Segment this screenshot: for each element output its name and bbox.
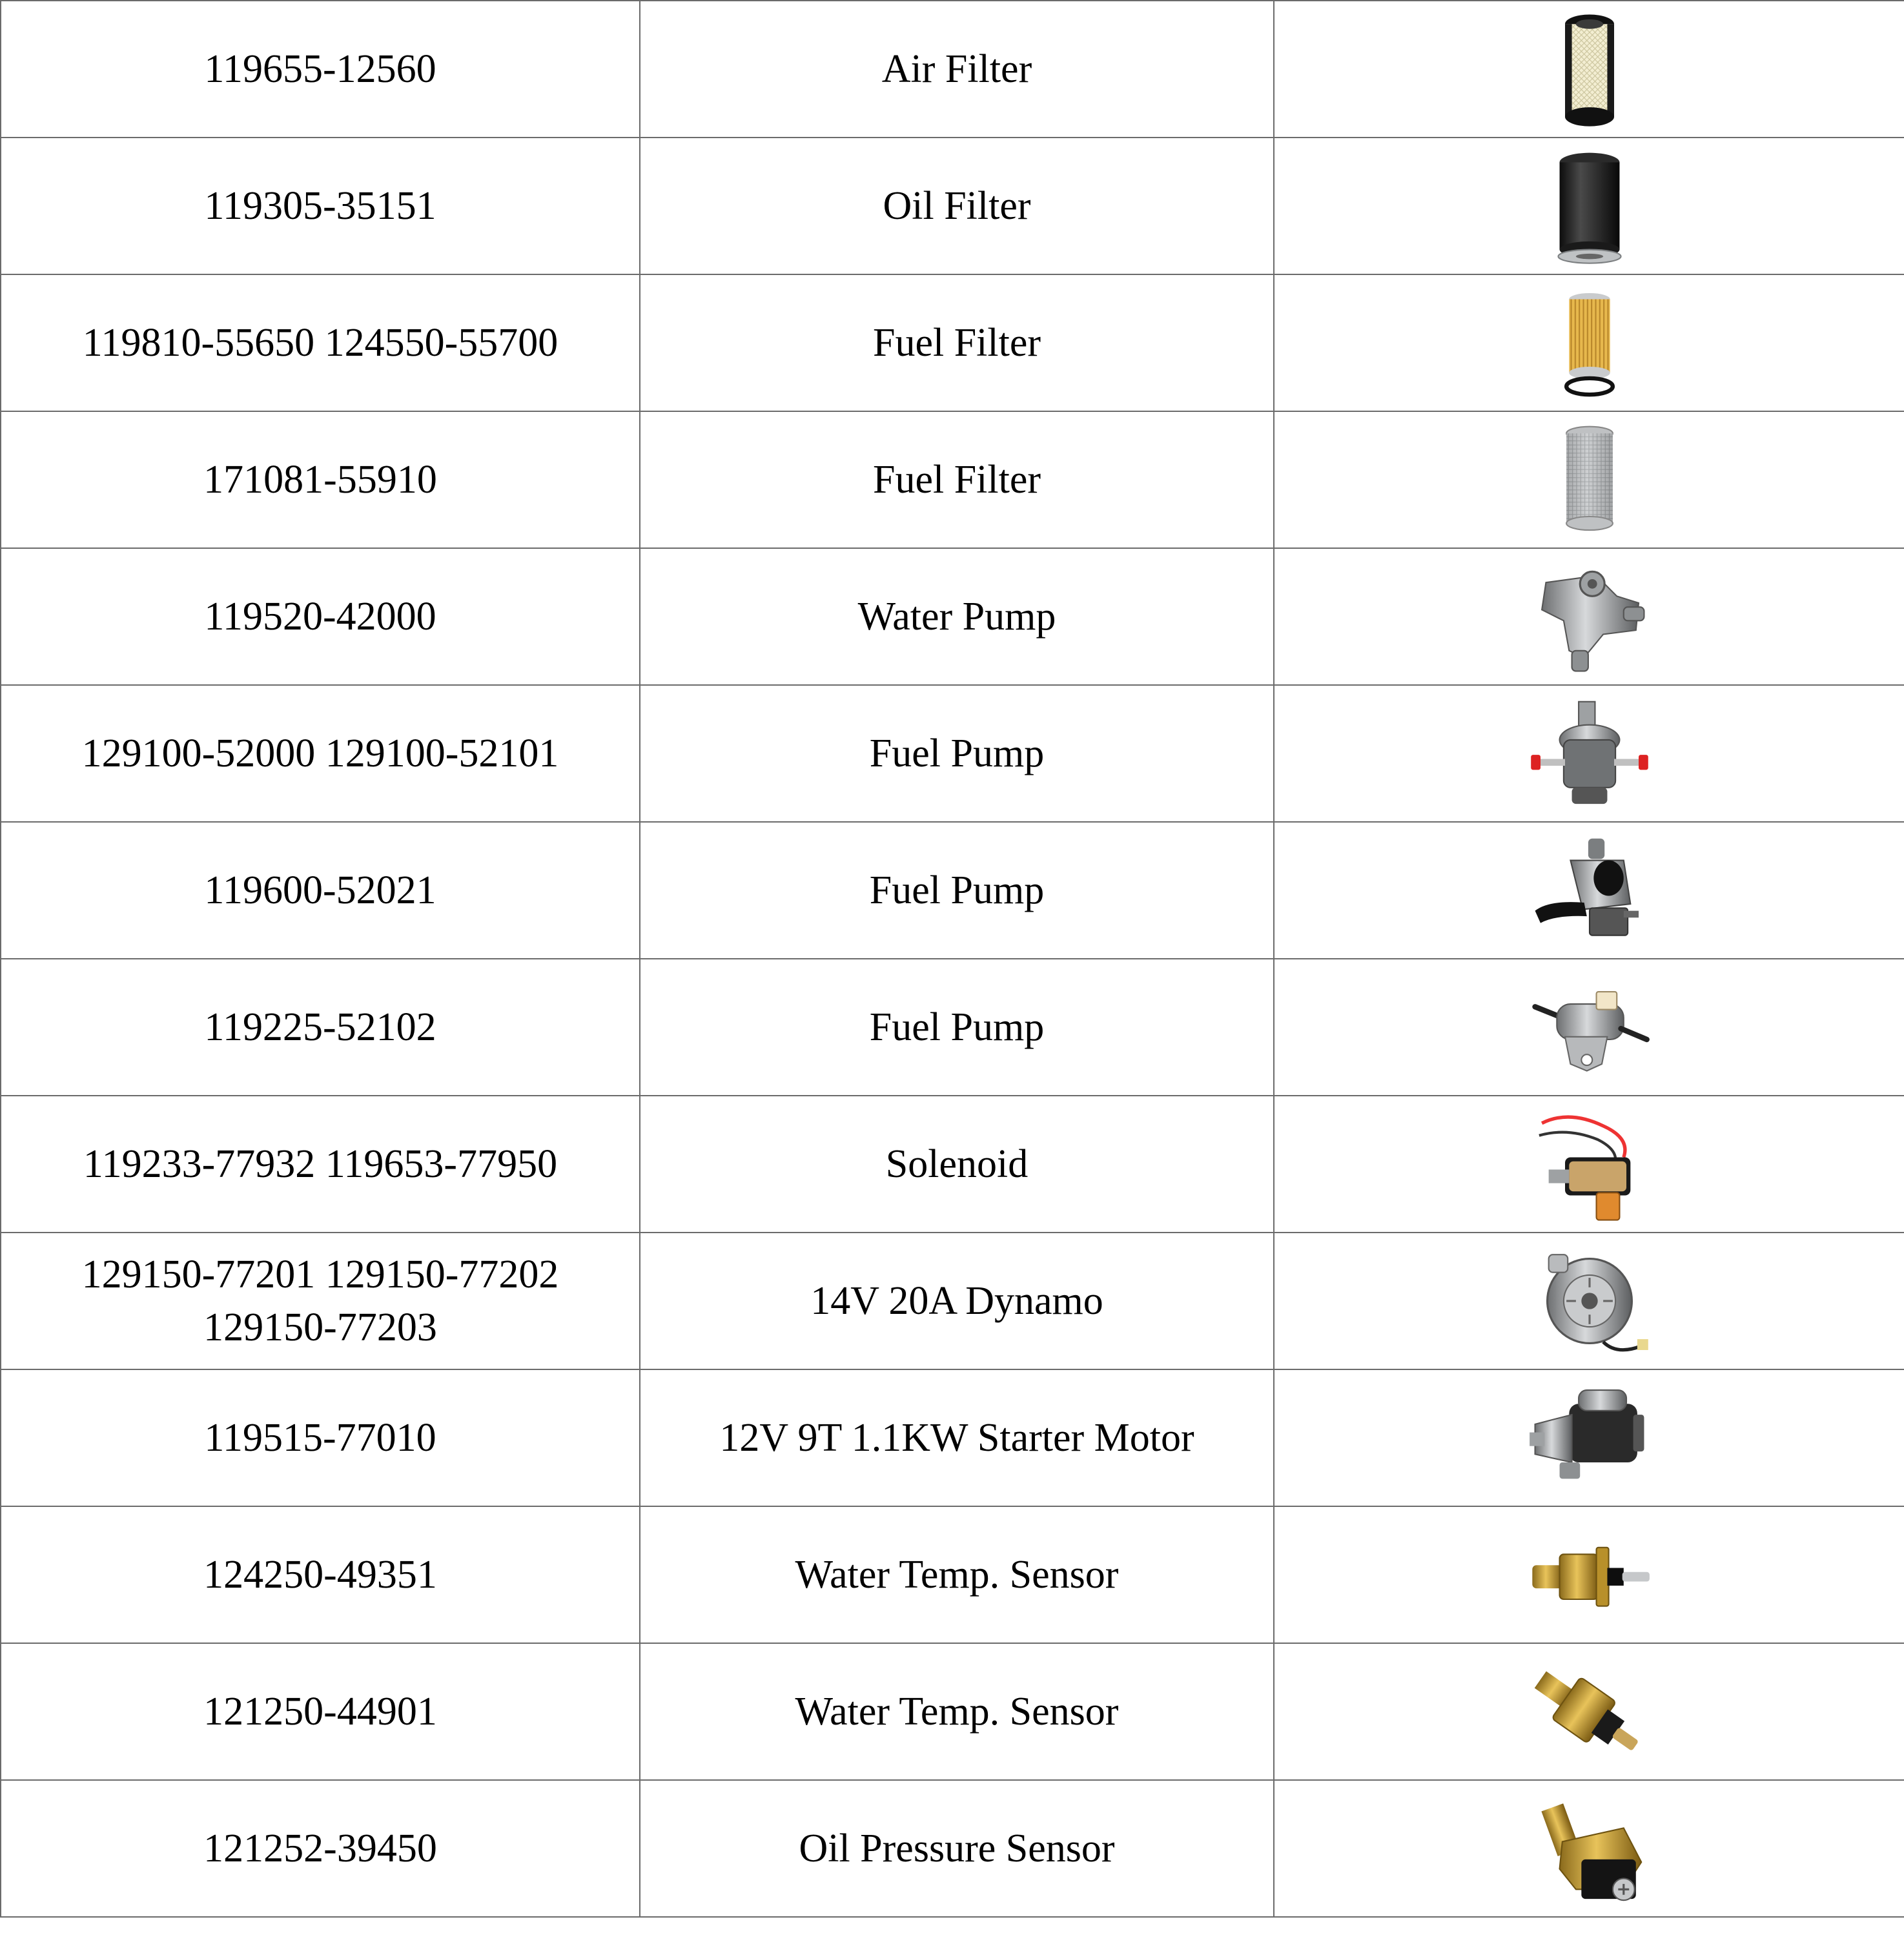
table-row [1, 822, 1904, 959]
table-row [1, 1, 1904, 138]
oil-pressure-sensor-icon [1519, 1787, 1661, 1910]
part-name-cell [640, 1506, 1274, 1643]
part-number-cell [1, 274, 640, 411]
part-number-cell [1, 138, 640, 274]
fuel-filter-mesh-icon [1519, 418, 1661, 541]
part-name: Fuel Pump [869, 868, 1045, 912]
part-image-cell [1274, 274, 1904, 411]
part-name: Fuel Filter [872, 458, 1041, 502]
mechanical-fuel-pump-icon [1519, 692, 1661, 815]
water-temp-sensor-icon [1519, 1513, 1661, 1636]
part-number-cell [1, 822, 640, 959]
part-name-cell [640, 548, 1274, 685]
lever-fuel-pump-icon [1519, 829, 1661, 952]
part-number: 121250-44901 [203, 1690, 437, 1734]
fuel-filter-element-icon [1519, 282, 1661, 404]
part-name-cell [640, 411, 1274, 548]
part-name-cell [640, 274, 1274, 411]
part-name: Fuel Filter [872, 321, 1041, 365]
part-image-cell [1274, 1369, 1904, 1506]
table-row [1, 1780, 1904, 1917]
part-number: 121252-39450 [203, 1827, 437, 1870]
part-image-cell [1274, 1, 1904, 138]
table-row [1, 411, 1904, 548]
part-name-cell [640, 1780, 1274, 1917]
part-number: 119305-35151 [204, 184, 436, 228]
part-image-cell [1274, 1096, 1904, 1233]
part-image-cell [1274, 1780, 1904, 1917]
dynamo-icon [1519, 1240, 1661, 1362]
part-image-cell [1274, 1643, 1904, 1780]
part-name: Water Temp. Sensor [795, 1553, 1119, 1597]
part-number: 129150-77201 129150-77202 129150-77203 [81, 1253, 559, 1349]
part-name: Oil Filter [883, 184, 1031, 228]
table-row [1, 685, 1904, 822]
table-row [1, 274, 1904, 411]
part-number: 124250-49351 [203, 1553, 437, 1597]
part-number-cell [1, 1643, 640, 1780]
part-number-cell [1, 1369, 640, 1506]
part-name-cell [640, 1233, 1274, 1369]
part-number: 119520-42000 [204, 595, 436, 639]
part-image-cell [1274, 959, 1904, 1096]
part-number: 171081-55910 [203, 458, 437, 502]
part-name: Water Temp. Sensor [795, 1690, 1119, 1734]
part-number: 119515-77010 [204, 1416, 436, 1460]
oil-filter-icon [1519, 145, 1661, 267]
part-name: Fuel Pump [869, 1005, 1045, 1049]
table-row [1, 138, 1904, 274]
part-image-cell [1274, 685, 1904, 822]
starter-motor-icon [1519, 1377, 1661, 1499]
part-name-cell [640, 822, 1274, 959]
part-image-cell [1274, 1506, 1904, 1643]
water-pump-icon [1519, 555, 1661, 678]
part-name-cell [640, 959, 1274, 1096]
part-number: 119233-77932 119653-77950 [83, 1142, 558, 1186]
part-number-cell [1, 1, 640, 138]
part-number-cell [1, 959, 640, 1096]
table-row [1, 1233, 1904, 1369]
table-row [1, 1369, 1904, 1506]
part-number-cell [1, 411, 640, 548]
part-name-cell [640, 685, 1274, 822]
solenoid-icon [1519, 1103, 1661, 1225]
table-row [1, 959, 1904, 1096]
part-name-cell [640, 1096, 1274, 1233]
electric-fuel-pump-icon [1519, 966, 1661, 1089]
part-number: 119655-12560 [204, 47, 436, 91]
part-name-cell [640, 1643, 1274, 1780]
part-name: Water Pump [857, 595, 1056, 639]
part-image-cell [1274, 138, 1904, 274]
part-image-cell [1274, 822, 1904, 959]
part-image-cell [1274, 411, 1904, 548]
part-name-cell [640, 1, 1274, 138]
part-image-cell [1274, 548, 1904, 685]
part-image-cell [1274, 1233, 1904, 1369]
part-number: 119810-55650 124550-55700 [82, 321, 558, 365]
table-row [1, 1096, 1904, 1233]
part-number: 119225-52102 [204, 1005, 436, 1049]
part-number-cell [1, 685, 640, 822]
part-name: 14V 20A Dynamo [810, 1279, 1103, 1323]
part-name: Fuel Pump [869, 732, 1045, 775]
part-number: 119600-52021 [204, 868, 436, 912]
table-row [1, 1506, 1904, 1643]
part-number-cell [1, 1233, 640, 1369]
parts-table-body [1, 1, 1904, 1917]
part-number-cell [1, 1506, 640, 1643]
air-filter-icon [1519, 8, 1661, 130]
part-name: Solenoid [885, 1142, 1029, 1186]
part-number: 129100-52000 129100-52101 [81, 732, 559, 775]
table-row [1, 1643, 1904, 1780]
table-row [1, 548, 1904, 685]
part-name: 12V 9T 1.1KW Starter Motor [719, 1416, 1194, 1460]
part-name-cell [640, 1369, 1274, 1506]
part-name-cell [640, 138, 1274, 274]
water-temp-sensor-angled-icon [1519, 1650, 1661, 1773]
part-name: Air Filter [881, 47, 1032, 91]
part-number-cell [1, 1096, 640, 1233]
part-number-cell [1, 1780, 640, 1917]
part-number-cell [1, 548, 640, 685]
part-name: Oil Pressure Sensor [799, 1827, 1115, 1870]
